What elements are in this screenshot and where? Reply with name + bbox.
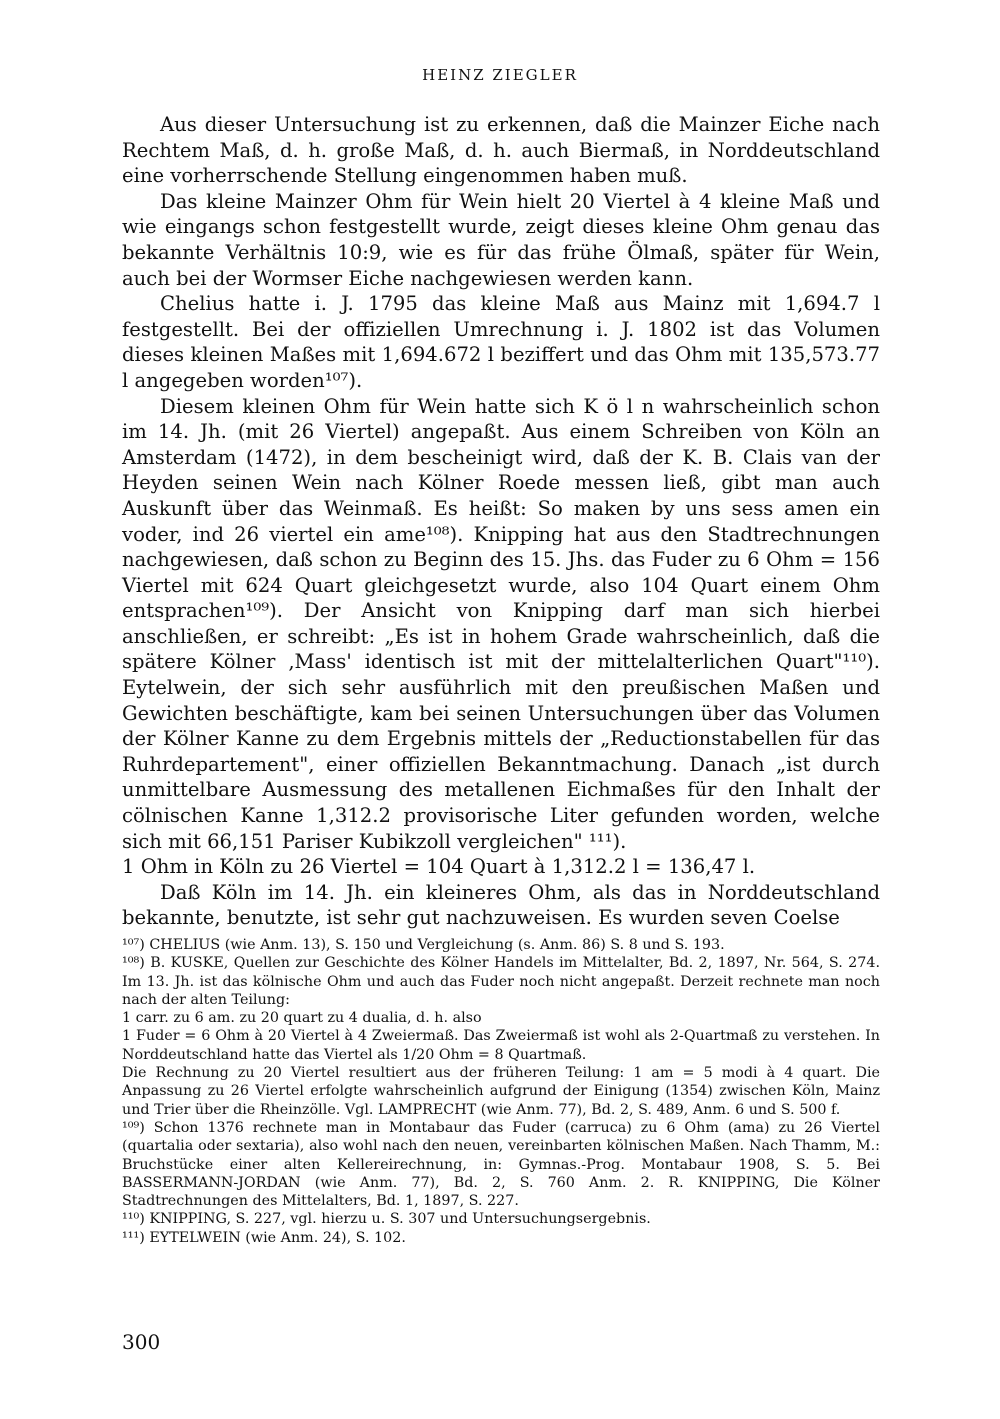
paragraph: Aus dieser Untersuchung ist zu erkennen, daß die Mainzer Eiche nach Rechtem Maß, d. h. große Maß, d. h. auch Biermaß, in Norddeutschland eine vorherrschende Stellung eingenommen haben muß. bbox=[122, 113, 880, 188]
running-header: HEINZ ZIEGLER bbox=[422, 66, 578, 84]
footnote-continuation: 1 carr. zu 6 am. zu 20 quart zu 4 dualia, d. h. also bbox=[122, 1010, 482, 1027]
paragraph: Daß Köln im 14. Jh. ein kleineres Ohm, als das in Norddeutschland bekannte, benutzte, ist sehr gut nachzuweisen. Es wurden seven Coelse bbox=[122, 880, 880, 930]
footnote: ¹¹¹) EYTELWEIN (wie Anm. 24), S. 102. bbox=[122, 1229, 406, 1246]
footnote-continuation: 1 Fuder = 6 Ohm à 20 Viertel à 4 Zweiermaß. Das Zweiermaß ist wohl als 2-Quartmaß zu verstehen. In Norddeutschland hatte das Viertel als 1/20 Ohm = 8 Quartmaß. bbox=[122, 1028, 880, 1063]
page-number: 300 bbox=[122, 1330, 161, 1354]
paragraph: Das kleine Mainzer Ohm für Wein hielt 20 Viertel à 4 kleine Maß und wie eingangs schon festgestellt wurde, zeigt dieses kleine Ohm genau das bekannte Verhältnis 10:9, wie es für das frühe Ölmaß, später für Wein, auch bei der Wormser Eiche nachgewiesen werden kann. bbox=[122, 189, 880, 290]
main-text bbox=[122, 112, 880, 931]
paragraph: Diesem kleinen Ohm für Wein hatte sich K ö l n wahrscheinlich schon im 14. Jh. (mit 26 Viertel) angepaßt. Aus einem Schreiben von Köln an Amsterdam (1472), in dem bescheinigt wird, daß der K. B. Clais van der Heyden seinen Wein nach Kölner Roede messen ließ, gibt man auch Auskunft über das Weinmaß. Es heißt: So maken by uns sess amen ein voder, ind 26 viertel ein ame¹⁰⁸). Knipping hat aus den Stadtrechnungen nachgewiesen, daß schon zu Beginn des 15. Jhs. das Fuder zu 6 Ohm = 156 Viertel mit 624 Quart gleichgesetzt wurde, also 104 Quart einem Ohm entsprachen¹⁰⁹). Der Ansicht von Knipping darf man sich hierbei anschließen, er schreibt: „Es ist in hohem Grade wahrscheinlich, daß die spätere Kölner ‚Mass' identisch ist mit der mittelalterlichen Quart"¹¹⁰). Eytelwein, der sich sehr ausführlich mit den preußischen Maßen und Gewichten beschäftigte, kam bei seinen Untersuchungen über das Volumen der Kölner Kanne zu dem Ergebnis mittels der „Reductionstabellen für das Ruhrdepartement", einer offiziellen Bekanntmachung. Danach „ist durch unmittelbare Ausmessung des metallenen Eichmaßes für den Inhalt der cölnischen Kanne 1,312.2 provisorische Liter gefunden worden, welche sich mit 66,151 Pariser Kubikzoll vergleichen" ¹¹¹). bbox=[122, 394, 880, 853]
footnote: ¹⁰⁷) CHELIUS (wie Anm. 13), S. 150 und Vergleichung (s. Anm. 86) S. 8 und S. 193. bbox=[122, 937, 725, 953]
footnote: ¹⁰⁸) B. KUSKE, Quellen zur Geschichte des Kölner Handels im Mittelalter, Bd. 2, 1897, Nr. 564, S. 274. Im 13. Jh. ist das kölnische Ohm und auch das Fuder noch nicht angepaßt. Derzeit rechnete man noch nach der alten Teilung: bbox=[122, 955, 880, 1008]
paragraph: Chelius hatte i. J. 1795 das kleine Maß aus Mainz mit 1,694.7 l festgestellt. Bei der offiziellen Umrechnung i. J. 1802 ist das Volumen dieses kleinen Maßes mit 1,694.672 l beziffert und das Ohm mit 135,573.77 l angegeben worden¹⁰⁷). bbox=[122, 292, 880, 392]
footnote: ¹¹⁰) KNIPPING, S. 227, vgl. hierzu u. S. 307 und Untersuchungsergebnis. bbox=[122, 1211, 651, 1228]
footnote: ¹⁰⁹) Schon 1376 rechnete man in Montabaur das Fuder (carruca) zu 6 Ohm (ama) zu 26 Viertel (quartalia oder sextaria), also wohl nach den neuen, vereinbarten kölnischen Maßen. Nach Thamm, M.: Bruchstücke einer alten Kellereirechnung, in: Gymnas.-Prog. Montabaur 1908, S. 5. Bei BASSERMANN-JORDAN (wie Anm. 77), Bd. 2, S. 760 Anm. 2. R. KNIPPING, Die Kölner Stadtrechnungen des Mittelalters, Bd. 1, 1897, S. 227. bbox=[122, 1119, 880, 1210]
footnotes bbox=[122, 936, 880, 1247]
footnote-continuation: Die Rechnung zu 20 Viertel resultiert aus der früheren Teilung: 1 am = 5 modi à 4 quart. Die Anpassung zu 26 Viertel erfolgte wahrscheinlich aufgrund der Einigung (1354) zwischen Köln, Mainz und Trier über die Rheinzölle. Vgl. LAMPRECHT (wie Anm. 77), Bd. 2, S. 489, Anm. 6 und S. 500 f. bbox=[122, 1065, 880, 1118]
equation-line: 1 Ohm in Köln zu 26 Viertel = 104 Quart à 1,312.2 l = 136,47 l. bbox=[122, 855, 756, 879]
